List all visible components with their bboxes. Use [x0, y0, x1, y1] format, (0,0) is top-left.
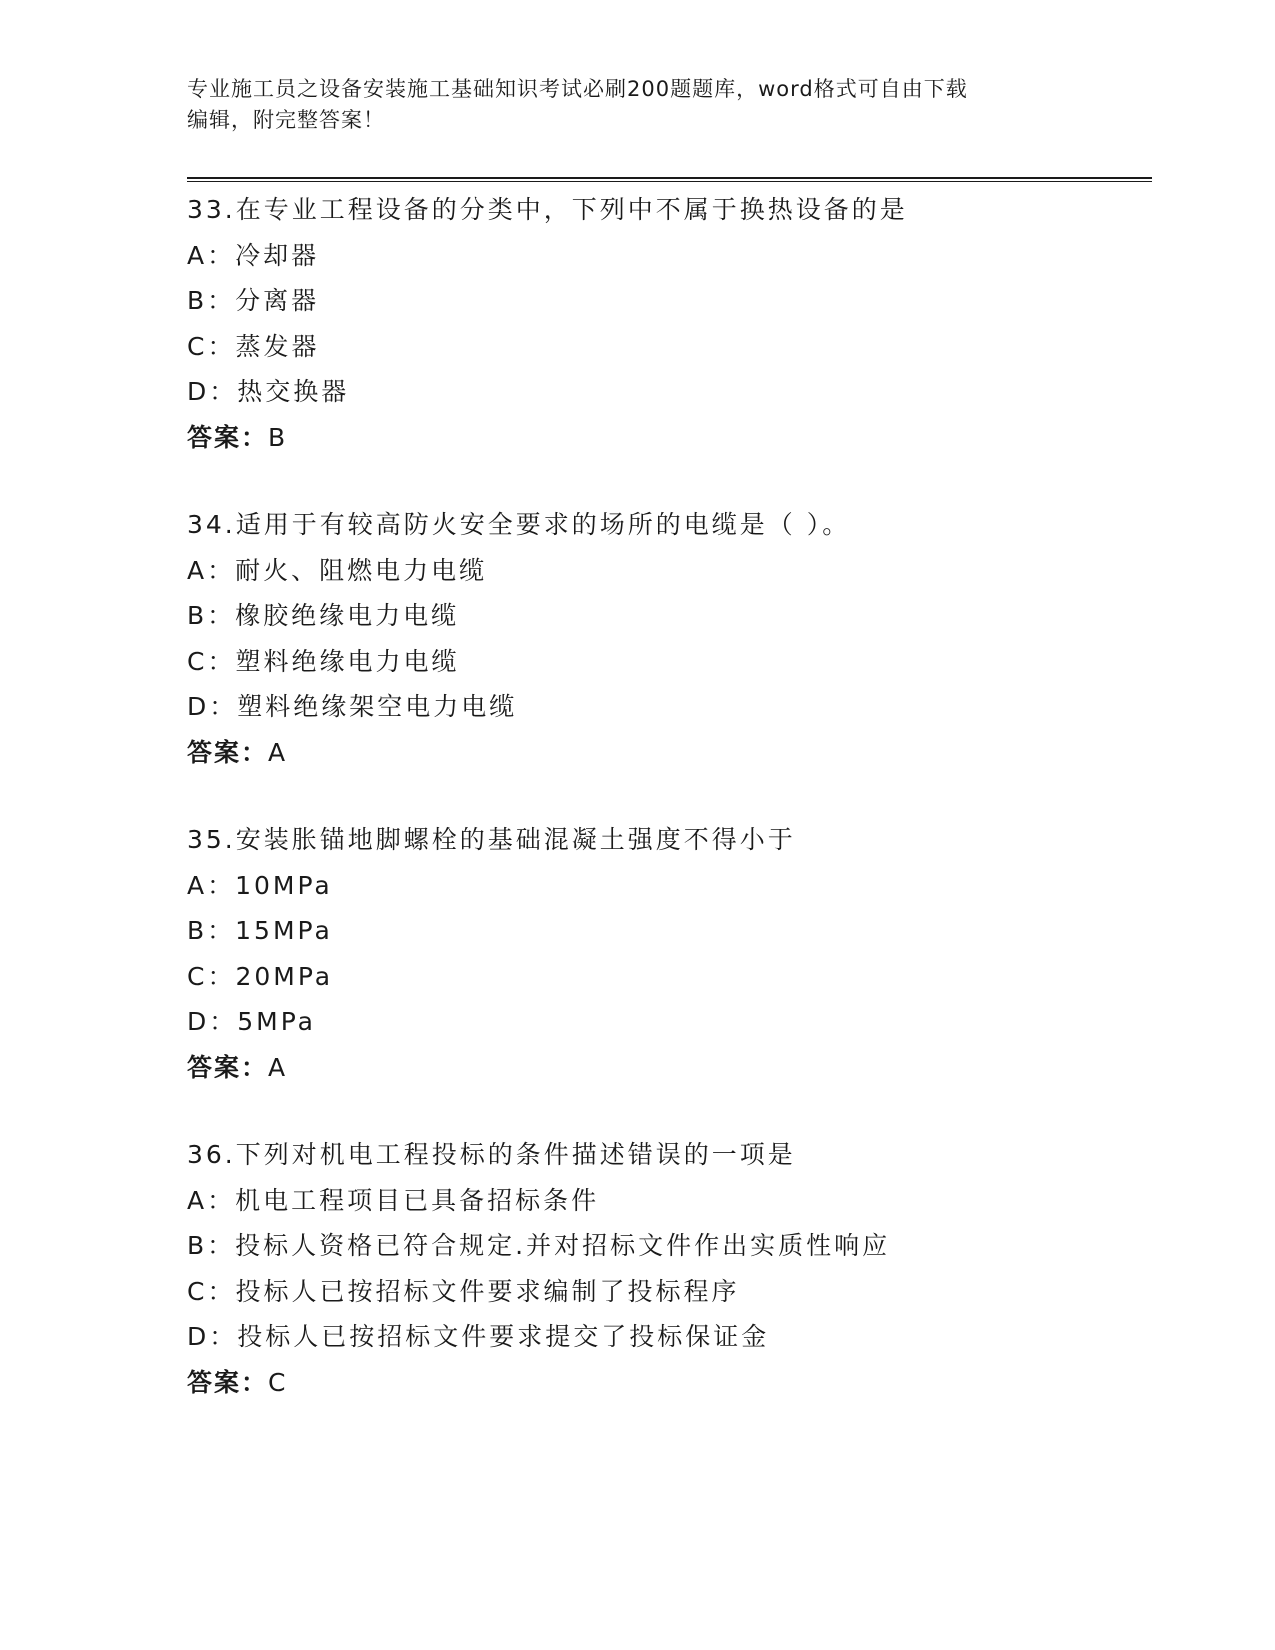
header-line-2: 编辑，附完整答案！ [187, 108, 385, 132]
option-c: C：投标人已按招标文件要求编制了投标程序 [187, 1276, 740, 1306]
option-b: B：投标人资格已符合规定.并对招标文件作出实质性响应 [187, 1231, 891, 1261]
answer-label: 答案： [187, 422, 269, 452]
header-line-1: 专业施工员之设备安装施工基础知识考试必刷200题题库，word格式可自由下载 [187, 77, 968, 101]
option-a: A：冷却器 [187, 240, 320, 270]
answer-line [187, 730, 1147, 776]
question-stem: 35.安装胀锚地脚螺栓的基础混凝土强度不得小于 [187, 825, 796, 854]
document-header [187, 74, 1067, 136]
question-stem: 33.在专业工程设备的分类中，下列中不属于换热设备的是 [187, 195, 908, 224]
option-a: A：10MPa [187, 870, 333, 900]
header-divider-thin [187, 181, 1152, 182]
answer-value: B [268, 422, 288, 452]
option-d: D：5MPa [187, 1007, 316, 1037]
option-c: C：塑料绝缘电力电缆 [187, 646, 460, 676]
option-a: A：耐火、阻燃电力电缆 [187, 555, 488, 585]
question-block-35 [187, 817, 1147, 1091]
answer-line [187, 1360, 1147, 1406]
option-d: D：塑料绝缘架空电力电缆 [187, 692, 518, 722]
answer-value: A [268, 1052, 288, 1082]
answer-line [187, 1045, 1147, 1091]
option-d: D：投标人已按招标文件要求提交了投标保证金 [187, 1322, 770, 1352]
answer-label: 答案： [187, 1052, 269, 1082]
question-block-33 [187, 187, 1147, 461]
question-stem: 34.适用于有较高防火安全要求的场所的电缆是（ ）。 [187, 510, 851, 539]
answer-value: A [268, 737, 288, 767]
option-c: C：20MPa [187, 961, 334, 991]
option-b: B：15MPa [187, 916, 333, 946]
answer-value: C [268, 1367, 288, 1397]
option-d: D：热交换器 [187, 377, 350, 407]
option-b: B：分离器 [187, 286, 320, 316]
question-block-34 [187, 502, 1147, 776]
answer-label: 答案： [187, 737, 269, 767]
answer-label: 答案： [187, 1367, 269, 1397]
question-block-36 [187, 1132, 1147, 1406]
option-a: A：机电工程项目已具备招标条件 [187, 1185, 600, 1215]
option-b: B：橡胶绝缘电力电缆 [187, 601, 460, 631]
option-c: C：蒸发器 [187, 331, 320, 361]
header-divider-thick [187, 177, 1152, 179]
answer-line [187, 415, 1147, 461]
question-stem: 36.下列对机电工程投标的条件描述错误的一项是 [187, 1140, 796, 1169]
